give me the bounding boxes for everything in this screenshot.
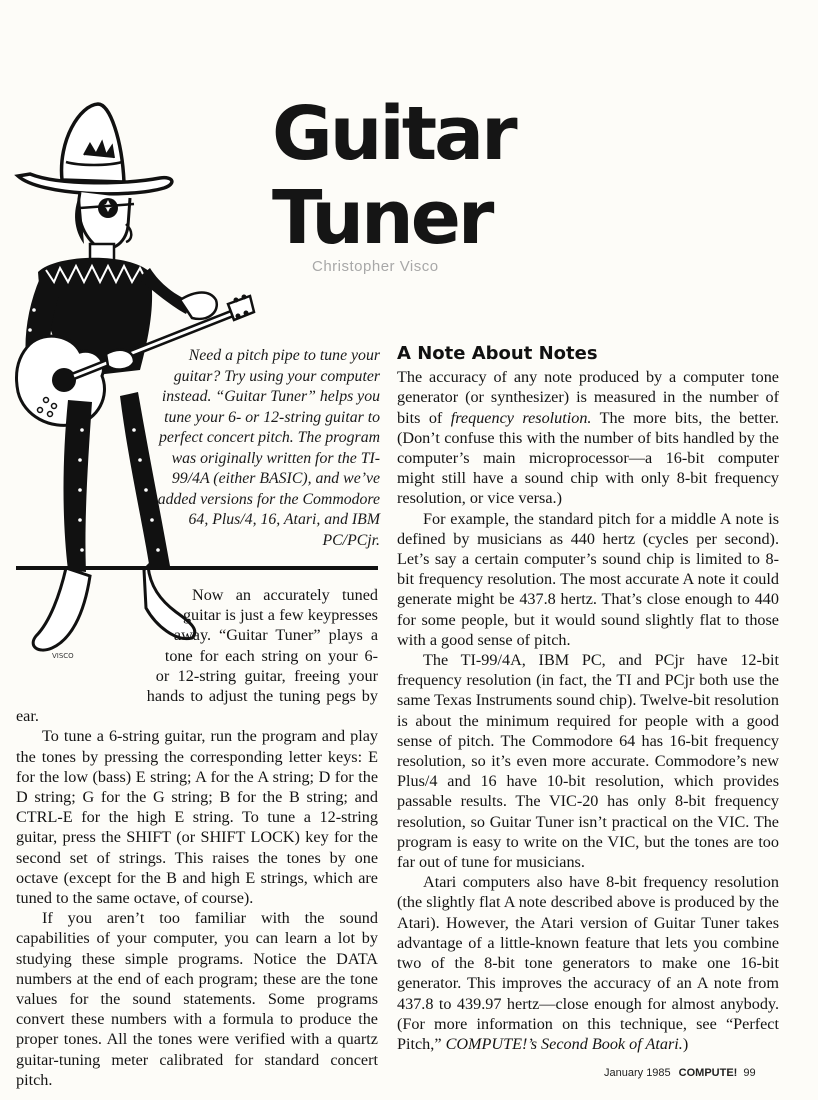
divider-rule [16, 566, 378, 570]
page-number: 99 [743, 1067, 756, 1079]
body-paragraph: The accuracy of any note produced by a computer tone generator (or synthesizer) is measured in the number of bits of frequency resolution. The more bits, the better. (Don’t confuse this with the number of bits handled by the computer’s main microprocessor—a 16-bit computer might still have a sound chip with only 8-bit frequency resolution, or vice versa.) [397, 368, 779, 508]
magazine-name: COMPUTE! [678, 1067, 738, 1079]
article-intro: Need a pitch pipe to tune your guitar? Try using your computer instead. “Guitar Tuner” helps you tune your 6- or 12-string guitar to perfect concert pitch. The program was originally written for the TI-99/4A (either BASIC), and we’ve added versions for the Commodore 64, Plus/4, 16, Atari, and IBM PC/PCjr. [157, 347, 380, 549]
body-paragraph: The TI-99/4A, IBM PC, and PCjr have 12-bit frequency resolution (in fact, the TI and PCjr both use the same Texas Instruments sound chip). Twelve-bit resolution is about the minimum required for people with a good sense of pitch. The Commodore 64 has 16-bit frequency resolution, so it’s even more accurate. Commodore’s new Plus/4 and 16 have 10-bit resolution, which provides passable results. The VIC-20 has only 8-bit frequency resolution, so Guitar Tuner isn’t practical on the VIC. The program is easy to write on the VIC, but the tones are too far out of tune for musicians. [397, 651, 779, 872]
article-title [272, 92, 515, 260]
body-paragraph: To tune a 6-string guitar, run the program and play the tones by pressing the corresponding letter keys: E for the low (bass) E string; A for the A string; D for the D string; G for the G string; B for the B string; and CTRL-E for the high E string. To tune a 12-string guitar, press the SHIFT (or SHIFT LOCK) key for the second set of strings. This raises the tones by one octave (except for the B and high E strings, which are tuned to the same octave, of course). [16, 727, 378, 908]
body-paragraph: If you aren’t too familiar with the sound capabilities of your computer, you can learn a lot by studying these simple programs. Notice the DATA numbers at the end of each program; these are the tone values for the sound statements. Some programs convert these numbers with a formula to produce the proper tones. All the tones were verified with a quartz guitar-tuning meter calibrated for standard concert pitch. [16, 909, 378, 1089]
body-paragraph: Atari computers also have 8-bit frequency resolution (the slightly flat A note described above is produced by the Atari). However, the Atari version of Guitar Tuner takes advantage of a little-known feature that lets you combine two of the 8-bit tone generators to make one 16-bit generator. This improves the accuracy of an A note from 437.8 to 439.97 hertz—close enough for almost anybody. (For more information on this technique, see “Perfect Pitch,” COMPUTE!’s Second Book of Atari.) [397, 873, 779, 1053]
author-byline: Christopher Visco [312, 258, 439, 275]
title-line-1: Guitar [272, 91, 515, 177]
page-footer [604, 1067, 756, 1079]
section-heading: A Note About Notes [397, 343, 598, 364]
issue-date: January 1985 [604, 1067, 671, 1079]
title-line-2: Tuner [272, 175, 492, 261]
body-paragraph: Now an accurately tuned guitar is just a few keypresses away. “Guitar Tuner” plays a tone for each string on your 6- or 12-string guitar, freeing your hands to adjust the tuning pegs by ear. [16, 586, 378, 726]
illustrator-signature: VISCO [52, 652, 74, 660]
right-column [397, 344, 779, 1054]
left-column [16, 585, 378, 1090]
body-paragraph: For example, the standard pitch for a middle A note is defined by musicians as 440 hertz (cycles per second). Let’s say a certain computer’s sound chip is limited to 8-bit frequency resolution. The most accurate A note it could generate might be 437.8 hertz. That’s close enough to 440 for some people, but it would sound slightly flat to those with a good sense of pitch. [397, 509, 779, 649]
